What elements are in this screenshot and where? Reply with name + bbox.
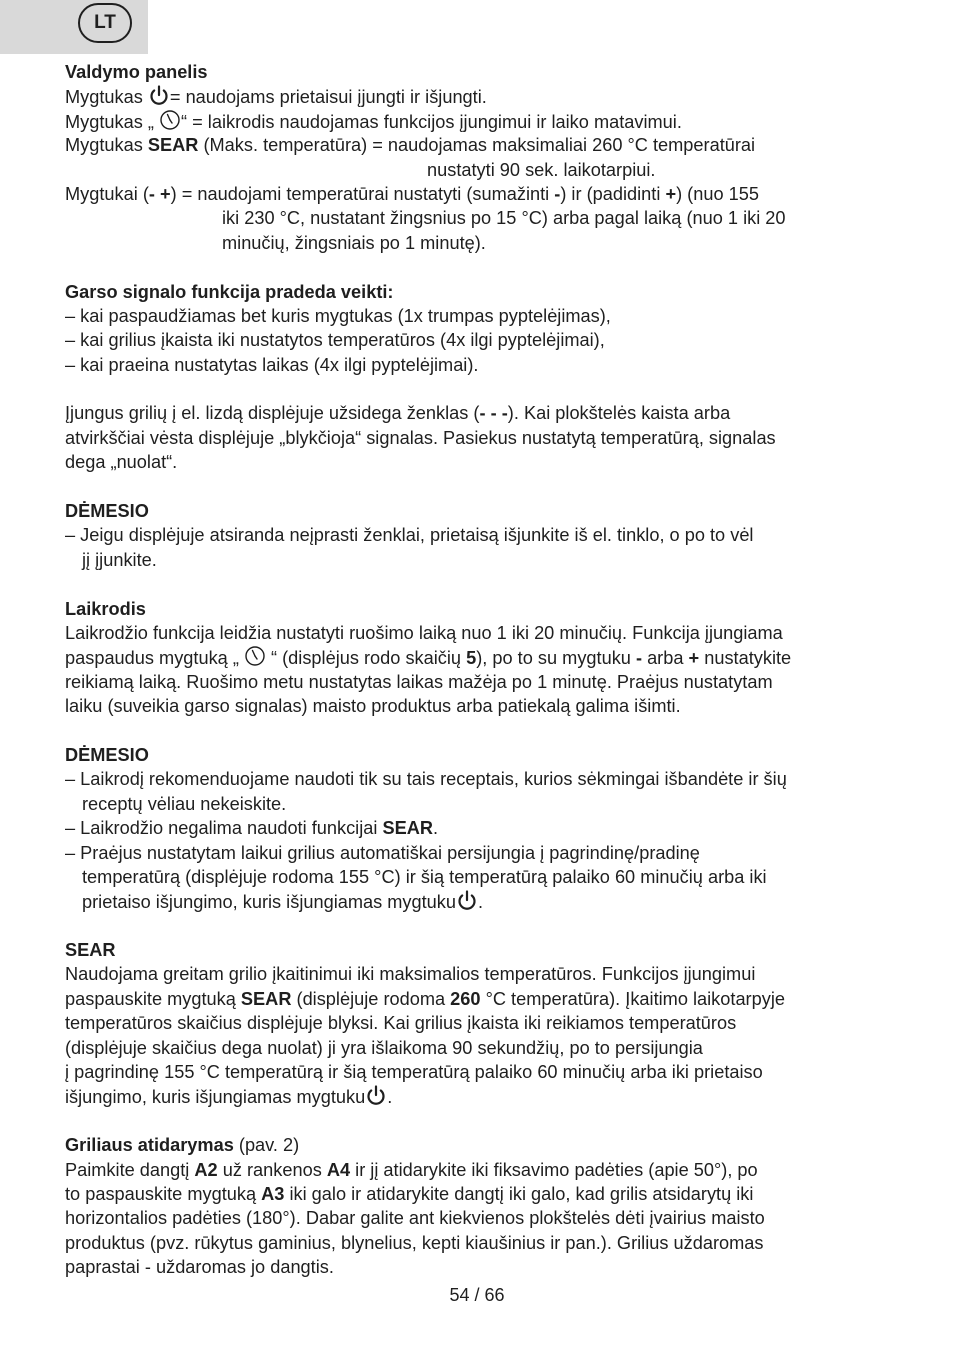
text-bold: 260: [450, 988, 481, 1009]
clock-paragraph: reikiamą laiką. Ruošimo metu nustatytas laikas mažėja po 1 minutę. Praėjus nustatytam: [65, 671, 773, 692]
clock-paragraph: [65, 645, 895, 669]
text-bold: A4: [326, 1159, 351, 1180]
text: Mygtukas „: [65, 111, 159, 132]
text: Mygtukas: [65, 87, 148, 108]
display-paragraph: [65, 401, 895, 425]
list-item-cont: temperatūrą (displėjuje rodoma 155 °C) ir šią temperatūrą palaiko 60 minučių arba iki: [82, 866, 767, 887]
text: Įjungus grilių į el. lizdą displėjuje užsidega ženklas (: [65, 403, 480, 424]
text: ) ir (padidinti: [560, 183, 666, 204]
text: už rankenos: [217, 1159, 327, 1180]
text: (Maks. temperatūra) = naudojamas maksimaliai 260 °C temperatūrai: [198, 135, 756, 156]
text: arba: [642, 648, 689, 669]
plus-minus-desc-cont: iki 230 °C, nustatant žingsnius po 15 °C) arba pagal laiką (nuo 1 iki 20: [222, 208, 786, 229]
sear-button-desc: [65, 133, 895, 157]
text-bold: A2: [194, 1159, 218, 1180]
text: (displėjuje rodoma: [291, 988, 451, 1009]
clock-paragraph: Laikrodžio funkcija leidžia nustatyti ruošimo laiką nuo 1 iki 20 minučių. Funkcija įjungiama: [65, 622, 783, 643]
sear-paragraph: (displėjuje skaičius dega nuolat) ji yra išlaikoma 90 sekundžių, po to persijungia: [65, 1037, 703, 1058]
text: ). Kai plokštelės kaista arba: [507, 403, 731, 424]
display-paragraph: dega „nuolat“.: [65, 452, 178, 473]
list-item: – Jeigu displėjuje atsiranda neįprasti ženklai, prietaisą išjunkite iš el. tinklo, o po to vėl: [65, 525, 754, 546]
sear-paragraph: temperatūros skaičius displėjuje blyksi. Kai grilius įkaista iki reikiamos temperatūros: [65, 1013, 737, 1034]
minus-plus-symbols: - +: [148, 183, 171, 204]
text: Paimkite dangtį: [65, 1159, 195, 1180]
list-item: – kai grilius įkaista iki nustatytos temperatūros (4x ilgi pyptelėjimai),: [65, 330, 605, 351]
text-bold: Griliaus atidarymas: [65, 1135, 234, 1156]
list-item-cont: [65, 889, 895, 913]
sear-paragraph: į pagrindinę 155 °C temperatūrą ir šią temperatūrą palaiko 60 minučių arba iki prietaiso: [65, 1062, 763, 1083]
text: nustatykite: [699, 648, 792, 669]
opening-paragraph: horizontalios padėties (180°). Dabar galite ant kiekvienos plokštelės dėti įvairius maisto: [65, 1208, 765, 1229]
text: paspaudus mygtuką „: [65, 648, 244, 669]
text-bold: SEAR: [240, 988, 292, 1009]
section-title-attention: DĖMESIO: [65, 744, 149, 765]
text: Mygtukai (: [65, 183, 149, 204]
page-number: 54 / 66: [449, 1285, 505, 1305]
plus-symbol: +: [688, 648, 700, 669]
text: .: [478, 892, 484, 913]
power-icon: [456, 889, 478, 917]
text-bold: A3: [261, 1183, 285, 1204]
opening-paragraph: [65, 1158, 895, 1182]
text: – Laikrodžio negalima naudoti funkcijai: [65, 818, 383, 839]
list-item-cont: jį įjunkite.: [82, 549, 157, 570]
text: to paspauskite mygtuką: [65, 1183, 262, 1204]
clock-button-desc: [65, 109, 895, 133]
power-button-desc: [65, 84, 895, 108]
power-icon: [365, 1084, 387, 1112]
text-bold: SEAR: [147, 135, 199, 156]
sear-paragraph: Naudojama greitam grilio įkaitinimui iki maksimalios temperatūros. Funkcijos įjungimui: [65, 964, 756, 985]
list-item: – Praėjus nustatytam laikui grilius automatiškai persijungia į pagrindinę/pradinę: [65, 842, 700, 863]
list-item: – Laikrodį rekomenduojame naudoti tik su tais receptais, kurios sėkmingai išbandėte ir šių: [65, 769, 787, 790]
text: ) = naudojami temperatūrai nustatyti (sumažinti: [170, 183, 555, 204]
minus-symbol: -: [554, 183, 561, 204]
text: Mygtukas: [65, 135, 148, 156]
section-title-beep: Garso signalo funkcija pradeda veikti:: [65, 281, 394, 302]
text: ) (nuo 155: [676, 183, 759, 204]
text: .: [433, 818, 439, 839]
opening-paragraph: [65, 1182, 895, 1206]
page-content: [65, 60, 895, 1280]
text: iki galo ir atidarykite dangtį iki galo, kad grilis atsidarytų iki: [284, 1183, 754, 1204]
sear-button-desc-cont: nustatyti 90 sek. laikotarpiui.: [427, 159, 656, 180]
sear-paragraph: [65, 987, 895, 1011]
dash-symbols: - - -: [479, 403, 508, 424]
opening-paragraph: paprastai - uždaromas jo dangtis.: [65, 1257, 334, 1278]
list-item-cont: receptų vėliau nekeiskite.: [82, 793, 287, 814]
section-title-clock: Laikrodis: [65, 598, 146, 619]
text: ir jį atidarykite iki fiksavimo padėties (apie 50°), po: [350, 1159, 758, 1180]
text-bold: 5: [466, 648, 477, 669]
text: paspauskite mygtuką: [65, 988, 241, 1009]
text: “ (displėjus rodo skaičių: [265, 648, 467, 669]
list-item: [65, 816, 895, 840]
list-item: – kai praeina nustatytas laikas (4x ilgi pyptelėjimai).: [65, 354, 479, 375]
text: = naudojams prietaisui įjungti ir išjungti.: [169, 87, 487, 108]
text: (pav. 2): [233, 1135, 300, 1156]
opening-paragraph: produktus (pvz. rūkytus gaminius, blynelius, kepti kiaušinius ir pan.). Grilius uždaromas: [65, 1232, 764, 1253]
minus-symbol: -: [635, 648, 643, 669]
text-bold: SEAR: [382, 818, 433, 839]
language-tab: [0, 0, 148, 54]
clock-paragraph: laiku (suveikia garso signalas) maisto produktus arba patiekalą galima išimti.: [65, 696, 681, 717]
text: ), po to su mygtuku: [476, 648, 636, 669]
section-title-sear: SEAR: [65, 940, 116, 961]
plus-minus-desc: [65, 182, 895, 206]
section-title-attention: DĖMESIO: [65, 501, 149, 522]
text: išjungimo, kuris išjungiamas mygtuku: [65, 1087, 366, 1108]
text: prietaiso išjungimo, kuris išjungiamas mygtuku: [82, 892, 457, 913]
text: .: [387, 1087, 393, 1108]
sear-paragraph: [65, 1084, 895, 1108]
text: “ = laikrodis naudojamas funkcijos įjungimui ir laiko matavimui.: [181, 111, 682, 132]
plus-symbol: +: [665, 183, 677, 204]
plus-minus-desc-cont: minučių, žingsniais po 1 minutę).: [222, 232, 486, 253]
list-item: – kai paspaudžiamas bet kuris mygtukas (1x trumpas pyptelėjimas),: [65, 305, 611, 326]
section-title-control-panel: Valdymo panelis: [65, 62, 208, 82]
text: °C temperatūra). Įkaitimo laikotarpyje: [480, 988, 785, 1009]
section-title-opening: [65, 1133, 895, 1157]
language-badge: LT: [78, 3, 132, 43]
display-paragraph: atvirkščiai vėsta displėjuje „blykčioja“ signalas. Pasiekus nustatytą temperatūrą, signalas: [65, 427, 776, 448]
